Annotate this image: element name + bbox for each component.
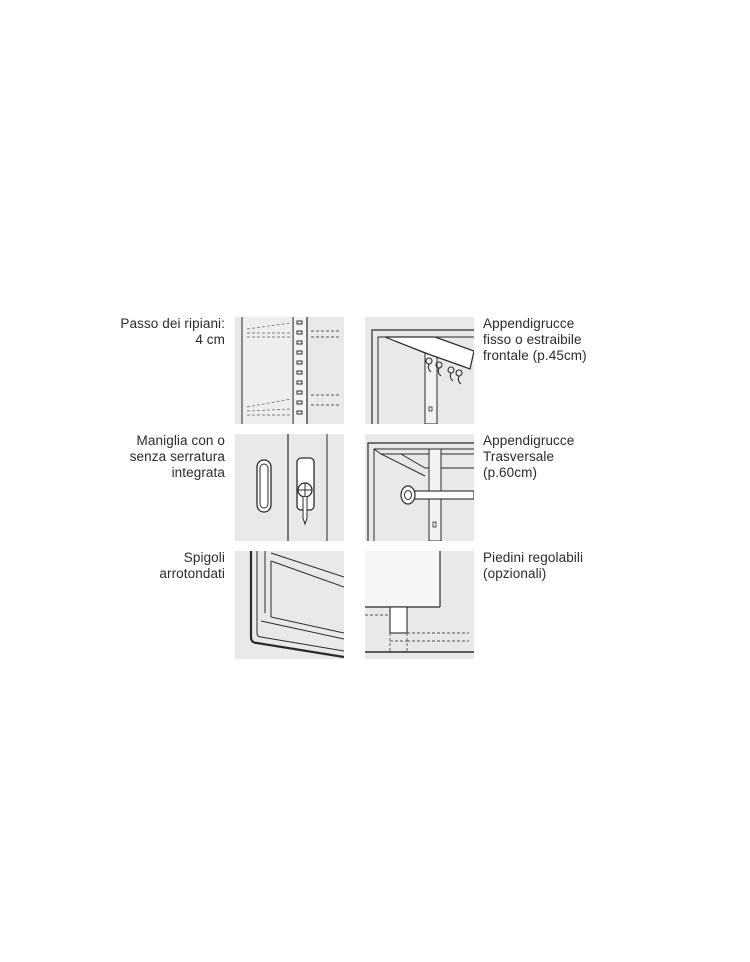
feature-label-adjustable-feet: Piedini regolabili (opzionali) [483, 550, 584, 581]
rounded-edges-drawing [235, 551, 344, 659]
shelf-pitch-drawing [235, 317, 344, 424]
feature-label-front-hanger: Appendigrucce fisso o estraibile frontale (p.45cm) [483, 316, 587, 363]
rounded-edges-illustration [235, 551, 344, 659]
transverse-hanger-illustration [365, 434, 474, 541]
front-hanger-drawing [365, 317, 474, 424]
transverse-hanger-drawing [365, 434, 474, 541]
adjustable-feet-illustration [365, 551, 474, 659]
feature-label-shelf-pitch: Passo dei ripiani: 4 cm [120, 316, 225, 347]
shelf-pitch-illustration [235, 317, 344, 424]
handle-drawing [235, 434, 344, 541]
front-hanger-illustration [365, 317, 474, 424]
feature-label-rounded-edges: Spigoli arrotondati [159, 550, 225, 581]
handle-illustration [235, 434, 344, 541]
feature-label-transverse-hanger: Appendigrucce Trasversale (p.60cm) [483, 433, 575, 480]
adjustable-feet-drawing [365, 551, 474, 659]
feature-label-handle: Maniglia con o senza serratura integrata [129, 433, 225, 480]
